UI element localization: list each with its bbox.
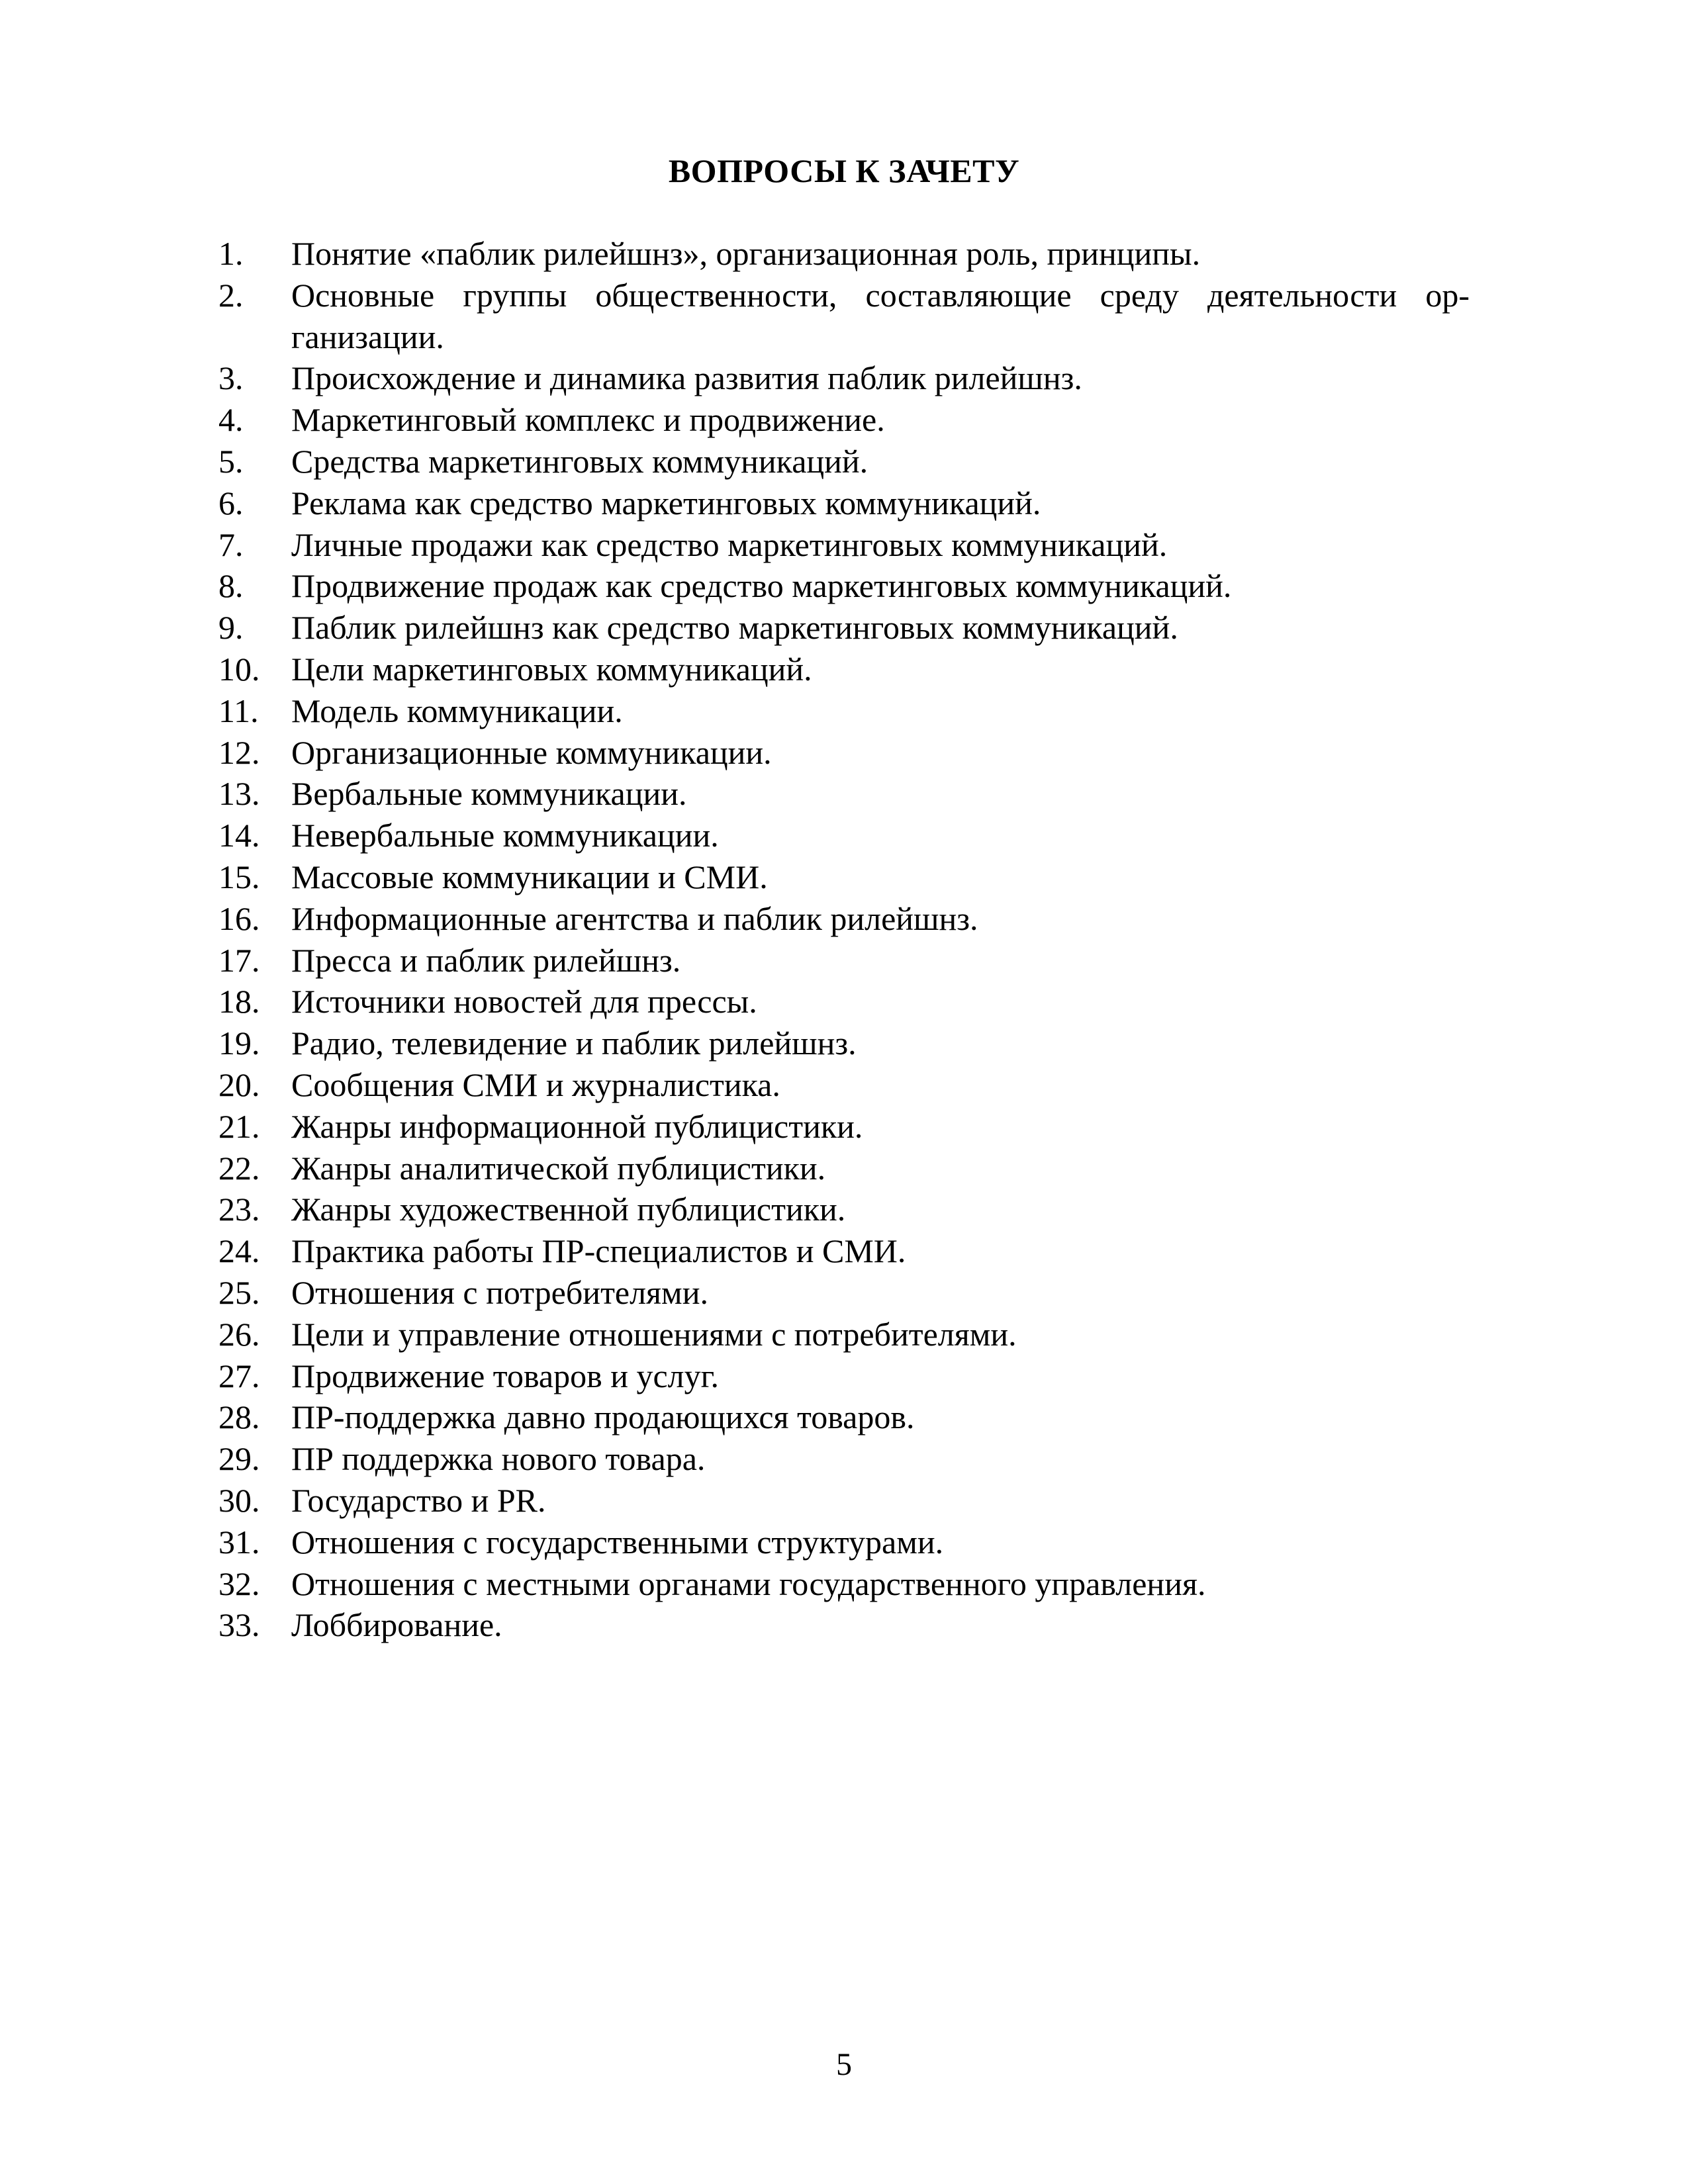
question-text: Отношения с местными органами государственного управления. [291, 1565, 1206, 1602]
question-number: 18. [218, 983, 260, 1021]
question-number: 8. [218, 567, 244, 605]
question-text: Сообщения СМИ и журналистика. [291, 1066, 780, 1103]
question-item-32 [218, 1563, 1470, 1605]
question-item-22 [218, 1148, 1470, 1189]
question-number: 24. [218, 1232, 260, 1270]
question-item-30 [218, 1480, 1470, 1522]
question-text: Государство и PR. [291, 1481, 546, 1519]
question-number: 14. [218, 817, 260, 854]
question-item-27 [218, 1355, 1470, 1397]
question-number: 4. [218, 401, 244, 439]
question-number: 7. [218, 525, 244, 563]
question-number: 22. [218, 1149, 260, 1187]
question-number: 10. [218, 650, 260, 688]
question-number: 33. [218, 1606, 260, 1644]
question-number: 15. [218, 858, 260, 895]
question-number: 28. [218, 1398, 260, 1436]
question-item-23 [218, 1189, 1470, 1230]
question-text: Жанры художественной публицистики. [291, 1191, 846, 1228]
question-number: 19. [218, 1024, 260, 1062]
question-item-21 [218, 1106, 1470, 1148]
question-item-24 [218, 1230, 1470, 1272]
question-text: Модель коммуникации. [291, 692, 623, 729]
question-text: Отношения с потребителями. [291, 1273, 708, 1311]
question-number: 6. [218, 484, 244, 522]
question-item-10 [218, 649, 1470, 690]
question-number: 25. [218, 1273, 260, 1311]
question-item-4 [218, 399, 1470, 441]
question-text: Происхождение и динамика развития паблик рилейшнз. [291, 359, 1082, 397]
question-text: Отношения с государственными структурами. [291, 1523, 944, 1561]
question-number: 32. [218, 1565, 260, 1602]
question-text: Основные группы общественности, составляющие среду деятельности ор-ганизации. [291, 276, 1470, 355]
question-text: Жанры аналитической публицистики. [291, 1149, 826, 1187]
question-text: Информационные агентства и паблик рилейшнз. [291, 899, 978, 937]
question-item-17 [218, 940, 1470, 981]
question-item-20 [218, 1064, 1470, 1106]
question-text: Невербальные коммуникации. [291, 817, 719, 854]
question-number: 11. [218, 692, 259, 729]
question-item-28 [218, 1396, 1470, 1438]
question-item-5 [218, 441, 1470, 482]
question-item-26 [218, 1314, 1470, 1355]
question-text: Пресса и паблик рилейшнз. [291, 941, 681, 979]
question-text: Понятие «паблик рилейшнз», организационная роль, принципы. [291, 235, 1201, 272]
question-text: Источники новостей для прессы. [291, 983, 757, 1021]
question-number: 27. [218, 1357, 260, 1394]
question-number: 21. [218, 1107, 260, 1145]
question-item-18 [218, 981, 1470, 1023]
page-title: ВОПРОСЫ К ЗАЧЕТУ [668, 152, 1020, 189]
question-item-19 [218, 1023, 1470, 1064]
question-item-7 [218, 524, 1470, 566]
question-text: Практика работы ПР-специалистов и СМИ. [291, 1232, 906, 1270]
question-item-9 [218, 607, 1470, 649]
question-number: 23. [218, 1191, 260, 1228]
question-item-12 [218, 732, 1470, 774]
question-number: 26. [218, 1315, 260, 1353]
question-item-13 [218, 773, 1470, 815]
question-text: Радио, телевидение и паблик рилейшнз. [291, 1024, 857, 1062]
question-number: 13. [218, 775, 260, 813]
question-item-6 [218, 482, 1470, 524]
question-item-2 [218, 275, 1470, 358]
question-number: 17. [218, 941, 260, 979]
question-text: Маркетинговый комплекс и продвижение. [291, 401, 885, 439]
question-text: Продвижение товаров и услуг. [291, 1357, 719, 1394]
question-item-25 [218, 1272, 1470, 1314]
question-number: 16. [218, 899, 260, 937]
question-text: Жанры информационной публицистики. [291, 1107, 863, 1145]
question-number: 3. [218, 359, 244, 397]
question-text: Вербальные коммуникации. [291, 775, 687, 813]
question-number: 9. [218, 609, 244, 647]
question-text: Паблик рилейшнз как средство маркетинговых коммуникаций. [291, 609, 1178, 647]
question-list [218, 233, 1470, 1646]
question-text: Организационные коммуникации. [291, 733, 772, 771]
question-text: Цели и управление отношениями с потребителями. [291, 1315, 1017, 1353]
question-number: 1. [218, 235, 244, 272]
question-text: Реклама как средство маркетинговых коммуникаций. [291, 484, 1041, 522]
question-item-16 [218, 898, 1470, 940]
question-text: ПР-поддержка давно продающихся товаров. [291, 1398, 915, 1436]
question-number: 12. [218, 733, 260, 771]
question-text: Средства маркетинговых коммуникаций. [291, 442, 868, 480]
question-number: 29. [218, 1440, 260, 1478]
question-text: Лоббирование. [291, 1606, 502, 1644]
question-text: Цели маркетинговых коммуникаций. [291, 650, 812, 688]
question-number: 20. [218, 1066, 260, 1103]
question-text: Личные продажи как средство маркетинговых коммуникаций. [291, 525, 1168, 563]
question-text: ПР поддержка нового товара. [291, 1440, 706, 1478]
question-item-29 [218, 1438, 1470, 1480]
question-item-14 [218, 815, 1470, 856]
question-item-1 [218, 233, 1470, 275]
question-number: 30. [218, 1481, 260, 1519]
question-number: 31. [218, 1523, 260, 1561]
question-item-33 [218, 1604, 1470, 1646]
question-text: Продвижение продаж как средство маркетинговых коммуникаций. [291, 567, 1232, 605]
question-number: 2. [218, 276, 244, 314]
question-item-11 [218, 690, 1470, 732]
question-text: Массовые коммуникации и СМИ. [291, 858, 768, 895]
question-item-15 [218, 856, 1470, 898]
question-item-31 [218, 1522, 1470, 1563]
page-number: 5 [836, 2047, 852, 2082]
question-item-3 [218, 357, 1470, 399]
question-item-8 [218, 565, 1470, 607]
question-number: 5. [218, 442, 244, 480]
